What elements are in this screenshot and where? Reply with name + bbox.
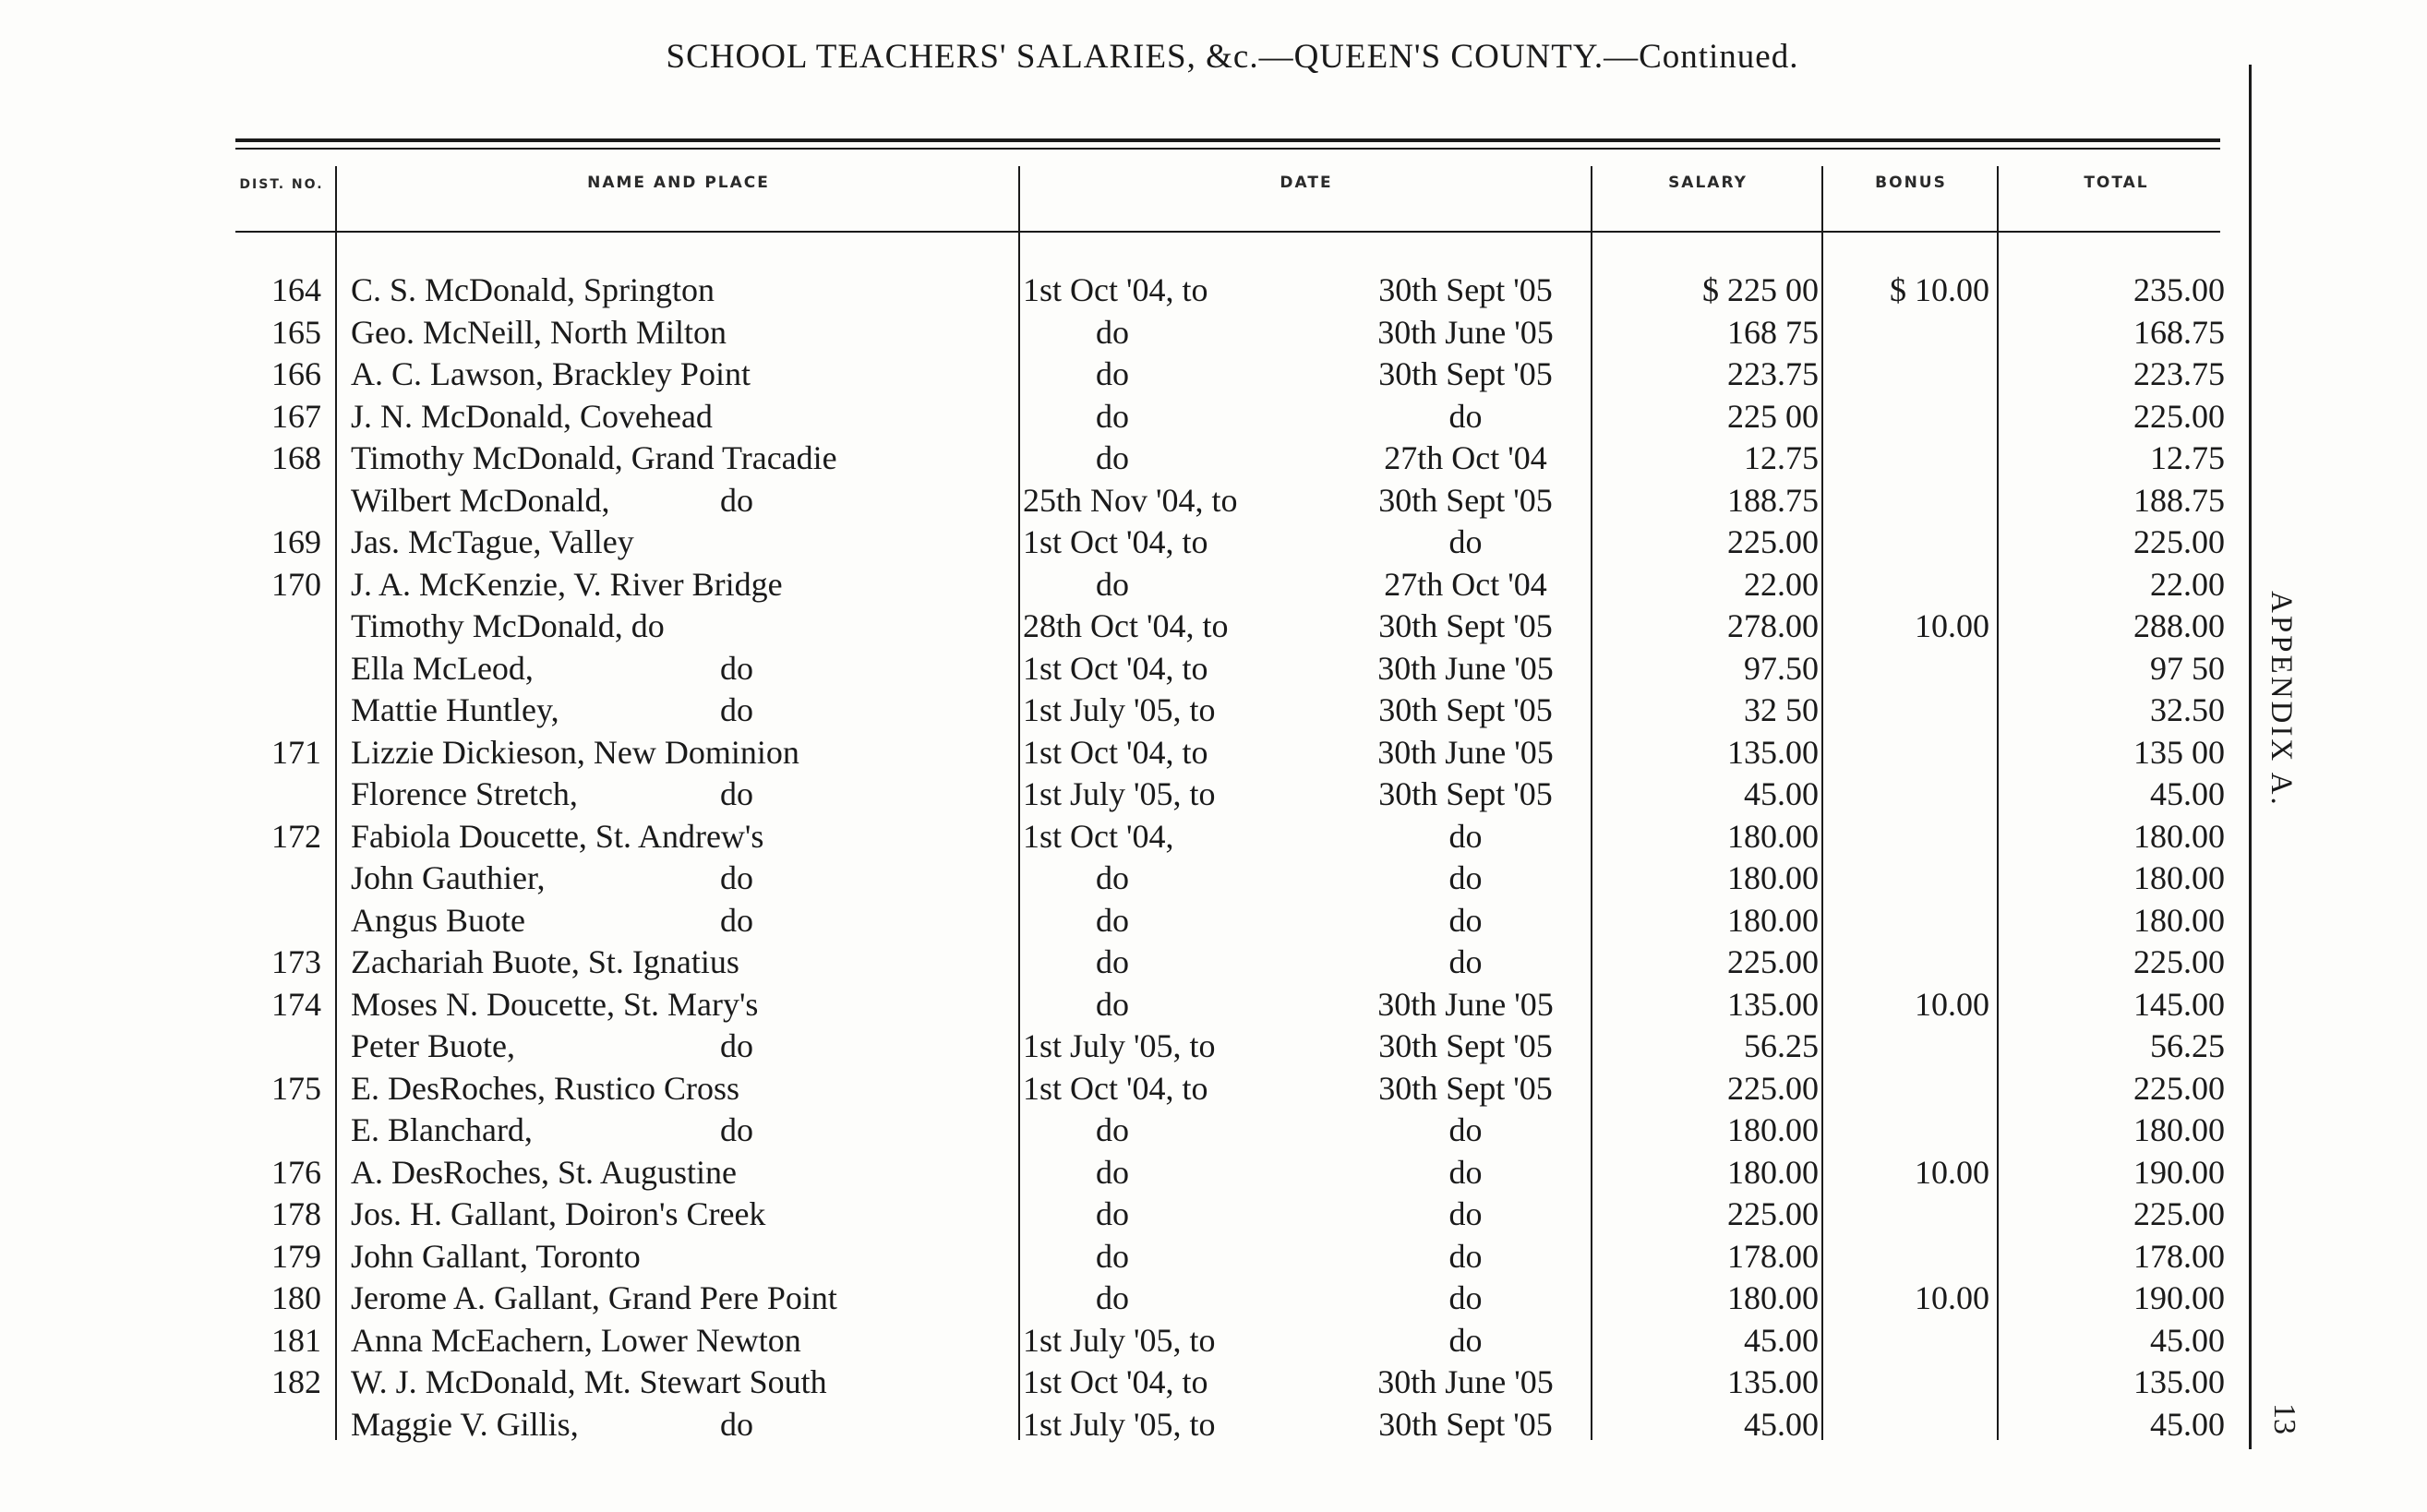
table-row <box>0 1026 2234 1068</box>
cell-total: 288.00 <box>2133 607 2225 644</box>
cell-date-to: 30th June '05 <box>1377 1363 1554 1400</box>
cell-date-from: do <box>1096 1237 1129 1275</box>
table-row <box>0 1110 2234 1152</box>
cell-name-ditto: do <box>720 775 753 812</box>
cell-salary: 223.75 <box>1727 355 1819 392</box>
cell-date-from: 25th Nov '04, to <box>1023 481 1238 519</box>
cell-name-place: J. A. McKenzie, V. River Bridge <box>351 565 783 603</box>
cell-date-from: do <box>1096 565 1129 603</box>
cell-name-ditto: do <box>720 901 753 939</box>
cell-total: 135.00 <box>2133 1363 2225 1400</box>
cell-total: 190.00 <box>2133 1153 2225 1191</box>
cell-total: 223.75 <box>2133 355 2225 392</box>
cell-name-ditto: do <box>720 691 753 728</box>
cell-bonus: 10.00 <box>1915 1279 1989 1316</box>
cell-dist-no: 164 <box>271 271 321 308</box>
cell-date-to: do <box>1448 901 1483 939</box>
table-row <box>0 606 2234 648</box>
cell-bonus: $ 10.00 <box>1890 271 1989 308</box>
cell-name-place: Wilbert McDonald, <box>351 481 610 519</box>
cell-date-to: do <box>1448 1279 1483 1316</box>
cell-name-ditto: do <box>720 1027 753 1064</box>
cell-salary: 180.00 <box>1727 817 1819 855</box>
page-right-rule <box>2249 65 2252 1449</box>
cell-dist-no: 182 <box>271 1363 321 1400</box>
cell-salary: 45.00 <box>1744 1321 1819 1359</box>
cell-name-place: E. DesRoches, Rustico Cross <box>351 1069 739 1107</box>
cell-total: 45.00 <box>2150 1405 2225 1443</box>
cell-date-to: do <box>1448 943 1483 980</box>
cell-name-place: Jas. McTague, Valley <box>351 523 634 560</box>
cell-date-from: 1st July '05, to <box>1023 691 1216 728</box>
cell-salary: 180.00 <box>1727 1153 1819 1191</box>
cell-date-to: 30th June '05 <box>1377 313 1554 351</box>
cell-total: 180.00 <box>2133 817 2225 855</box>
table-row <box>0 984 2234 1026</box>
cell-date-to: 30th June '05 <box>1377 985 1554 1023</box>
cell-name-place: Florence Stretch, <box>351 775 578 812</box>
cell-salary: 22.00 <box>1744 565 1819 603</box>
cell-salary: 32 50 <box>1744 691 1819 728</box>
cell-total: 22.00 <box>2150 565 2225 603</box>
table-row <box>0 648 2234 690</box>
cell-date-from: do <box>1096 313 1129 351</box>
cell-date-to: 27th Oct '04 <box>1384 439 1547 476</box>
table-row <box>0 564 2234 606</box>
cell-date-to: do <box>1448 397 1483 435</box>
table-row <box>0 1194 2234 1236</box>
cell-date-from: do <box>1096 943 1129 980</box>
header-total: TOTAL <box>2084 174 2149 192</box>
cell-total: 12.75 <box>2150 439 2225 476</box>
cell-date-from: do <box>1096 1195 1129 1232</box>
table-row <box>0 858 2234 900</box>
cell-total: 178.00 <box>2133 1237 2225 1275</box>
cell-name-ditto: do <box>720 1405 753 1443</box>
table-row <box>0 690 2234 732</box>
cell-salary: 180.00 <box>1727 859 1819 896</box>
cell-name-place: A. C. Lawson, Brackley Point <box>351 355 751 392</box>
cell-date-to: 30th June '05 <box>1377 733 1554 771</box>
cell-name-place: Jerome A. Gallant, Grand Pere Point <box>351 1279 837 1316</box>
cell-dist-no: 167 <box>271 397 321 435</box>
cell-dist-no: 178 <box>271 1195 321 1232</box>
cell-name-place: A. DesRoches, St. Augustine <box>351 1153 737 1191</box>
cell-total: 180.00 <box>2133 901 2225 939</box>
cell-name-place: Timothy McDonald, do <box>351 607 665 644</box>
cell-dist-no: 180 <box>271 1279 321 1316</box>
table-row <box>0 900 2234 942</box>
top-double-rule <box>235 138 2220 142</box>
page-title: SCHOOL TEACHERS' SALARIES, &c.—QUEEN'S COUNTY.—Continued. <box>666 38 1799 76</box>
cell-name-place: Peter Buote, <box>351 1027 515 1064</box>
table-row <box>0 1068 2234 1110</box>
cell-dist-no: 168 <box>271 439 321 476</box>
cell-date-from: do <box>1096 355 1129 392</box>
table-row <box>0 1320 2234 1362</box>
cell-total: 225.00 <box>2133 523 2225 560</box>
cell-total: 32.50 <box>2150 691 2225 728</box>
cell-date-from: 28th Oct '04, to <box>1023 607 1229 644</box>
cell-date-from: do <box>1096 397 1129 435</box>
cell-total: 45.00 <box>2150 1321 2225 1359</box>
header-name-and-place: NAME AND PLACE <box>587 174 770 192</box>
top-double-rule-thin <box>235 148 2220 150</box>
cell-dist-no: 175 <box>271 1069 321 1107</box>
appendix-label: APPENDIX A. <box>2265 591 2298 808</box>
cell-name-place: Fabiola Doucette, St. Andrew's <box>351 817 764 855</box>
cell-date-to: 30th Sept '05 <box>1378 1027 1553 1064</box>
table-row <box>0 816 2234 858</box>
cell-salary: 225.00 <box>1727 943 1819 980</box>
cell-dist-no: 172 <box>271 817 321 855</box>
cell-dist-no: 176 <box>271 1153 321 1191</box>
cell-name-place: Anna McEachern, Lower Newton <box>351 1321 801 1359</box>
table-row <box>0 312 2234 354</box>
cell-date-from: do <box>1096 859 1129 896</box>
cell-date-to: 30th Sept '05 <box>1378 271 1553 308</box>
cell-date-from: 1st July '05, to <box>1023 1027 1216 1064</box>
cell-salary: 180.00 <box>1727 1279 1819 1316</box>
cell-salary: 97.50 <box>1744 649 1819 687</box>
cell-name-place: Angus Buote <box>351 901 525 939</box>
cell-date-to: do <box>1448 817 1483 855</box>
cell-total: 225.00 <box>2133 943 2225 980</box>
cell-name-place: Mattie Huntley, <box>351 691 559 728</box>
cell-dist-no: 169 <box>271 523 321 560</box>
cell-date-from: do <box>1096 1153 1129 1191</box>
cell-salary: $ 225 00 <box>1702 271 1819 308</box>
header-date: DATE <box>1280 174 1333 192</box>
cell-name-place: C. S. McDonald, Springton <box>351 271 715 308</box>
cell-dist-no: 165 <box>271 313 321 351</box>
cell-salary: 135.00 <box>1727 733 1819 771</box>
table-row <box>0 942 2234 984</box>
cell-date-to: 30th Sept '05 <box>1378 775 1553 812</box>
page-number: 13 <box>2267 1403 2301 1434</box>
cell-salary: 178.00 <box>1727 1237 1819 1275</box>
cell-date-from: 1st Oct '04, <box>1023 817 1174 855</box>
cell-name-ditto: do <box>720 649 753 687</box>
cell-date-to: 30th Sept '05 <box>1378 1405 1553 1443</box>
cell-date-from: do <box>1096 985 1129 1023</box>
cell-dist-no: 170 <box>271 565 321 603</box>
cell-name-place: Timothy McDonald, Grand Tracadie <box>351 439 837 476</box>
cell-date-from: 1st Oct '04, to <box>1023 649 1208 687</box>
table-row <box>0 354 2234 396</box>
cell-salary: 45.00 <box>1744 775 1819 812</box>
cell-date-from: 1st July '05, to <box>1023 1321 1216 1359</box>
cell-salary: 45.00 <box>1744 1405 1819 1443</box>
cell-date-from: 1st July '05, to <box>1023 1405 1216 1443</box>
cell-name-place: Maggie V. Gillis, <box>351 1405 579 1443</box>
cell-name-place: E. Blanchard, <box>351 1111 533 1148</box>
cell-date-from: 1st Oct '04, to <box>1023 271 1208 308</box>
cell-total: 168.75 <box>2133 313 2225 351</box>
cell-date-to: 30th Sept '05 <box>1378 691 1553 728</box>
cell-date-from: 1st Oct '04, to <box>1023 523 1208 560</box>
cell-date-from: do <box>1096 1279 1129 1316</box>
cell-date-to: do <box>1448 1321 1483 1359</box>
cell-bonus: 10.00 <box>1915 985 1989 1023</box>
cell-date-to: 30th June '05 <box>1377 649 1554 687</box>
cell-dist-no: 174 <box>271 985 321 1023</box>
table-row <box>0 1152 2234 1194</box>
cell-date-to: do <box>1448 1195 1483 1232</box>
cell-date-from: 1st July '05, to <box>1023 775 1216 812</box>
cell-total: 45.00 <box>2150 775 2225 812</box>
cell-salary: 180.00 <box>1727 901 1819 939</box>
cell-total: 145.00 <box>2133 985 2225 1023</box>
table-row <box>0 480 2234 522</box>
cell-date-from: do <box>1096 1111 1129 1148</box>
cell-salary: 225.00 <box>1727 1069 1819 1107</box>
cell-dist-no: 173 <box>271 943 321 980</box>
table-row <box>0 774 2234 816</box>
header-bonus: BONUS <box>1875 174 1947 192</box>
table-row <box>0 1236 2234 1278</box>
cell-date-to: do <box>1448 859 1483 896</box>
cell-total: 235.00 <box>2133 271 2225 308</box>
cell-salary: 180.00 <box>1727 1111 1819 1148</box>
cell-total: 97 50 <box>2150 649 2225 687</box>
cell-name-place: Ella McLeod, <box>351 649 534 687</box>
cell-name-place: Moses N. Doucette, St. Mary's <box>351 985 759 1023</box>
cell-date-from: do <box>1096 901 1129 939</box>
cell-date-to: 30th Sept '05 <box>1378 1069 1553 1107</box>
table-row <box>0 270 2234 312</box>
cell-name-place: Geo. McNeill, North Milton <box>351 313 727 351</box>
cell-name-place: John Gauthier, <box>351 859 546 896</box>
header-dist-no: DIST. NO. <box>239 177 324 192</box>
cell-salary: 135.00 <box>1727 985 1819 1023</box>
cell-total: 190.00 <box>2133 1279 2225 1316</box>
cell-salary: 225.00 <box>1727 1195 1819 1232</box>
cell-salary: 225.00 <box>1727 523 1819 560</box>
cell-date-from: 1st Oct '04, to <box>1023 1069 1208 1107</box>
table-row <box>0 396 2234 438</box>
cell-date-to: do <box>1448 1111 1483 1148</box>
cell-total: 225.00 <box>2133 1069 2225 1107</box>
table-row <box>0 1278 2234 1320</box>
cell-date-to: do <box>1448 1237 1483 1275</box>
cell-salary: 278.00 <box>1727 607 1819 644</box>
table-row <box>0 438 2234 480</box>
cell-salary: 56.25 <box>1744 1027 1819 1064</box>
table-row <box>0 1404 2234 1446</box>
table-row <box>0 732 2234 774</box>
cell-date-from: do <box>1096 439 1129 476</box>
cell-date-to: do <box>1448 1153 1483 1191</box>
cell-date-from: 1st Oct '04, to <box>1023 733 1208 771</box>
cell-name-place: John Gallant, Toronto <box>351 1237 641 1275</box>
cell-total: 180.00 <box>2133 859 2225 896</box>
cell-name-ditto: do <box>720 481 753 519</box>
table-row <box>0 1362 2234 1404</box>
cell-total: 225.00 <box>2133 1195 2225 1232</box>
cell-salary: 225 00 <box>1727 397 1819 435</box>
cell-dist-no: 179 <box>271 1237 321 1275</box>
cell-total: 180.00 <box>2133 1111 2225 1148</box>
cell-date-to: 30th Sept '05 <box>1378 607 1553 644</box>
cell-name-ditto: do <box>720 1111 753 1148</box>
cell-date-from: 1st Oct '04, to <box>1023 1363 1208 1400</box>
cell-bonus: 10.00 <box>1915 607 1989 644</box>
cell-name-place: W. J. McDonald, Mt. Stewart South <box>351 1363 827 1400</box>
cell-name-place: Lizzie Dickieson, New Dominion <box>351 733 799 771</box>
cell-total: 135 00 <box>2133 733 2225 771</box>
cell-salary: 188.75 <box>1727 481 1819 519</box>
table-row <box>0 522 2234 564</box>
cell-date-to: 27th Oct '04 <box>1384 565 1547 603</box>
cell-dist-no: 171 <box>271 733 321 771</box>
cell-salary: 135.00 <box>1727 1363 1819 1400</box>
cell-name-place: Jos. H. Gallant, Doiron's Creek <box>351 1195 766 1232</box>
cell-salary: 12.75 <box>1744 439 1819 476</box>
header-bottom-rule <box>235 231 2220 233</box>
cell-date-to: 30th Sept '05 <box>1378 481 1553 519</box>
header-salary: SALARY <box>1668 174 1748 192</box>
cell-salary: 168 75 <box>1727 313 1819 351</box>
cell-name-place: J. N. McDonald, Covehead <box>351 397 713 435</box>
cell-dist-no: 166 <box>271 355 321 392</box>
cell-bonus: 10.00 <box>1915 1153 1989 1191</box>
cell-total: 225.00 <box>2133 397 2225 435</box>
cell-name-ditto: do <box>720 859 753 896</box>
cell-dist-no: 181 <box>271 1321 321 1359</box>
cell-total: 188.75 <box>2133 481 2225 519</box>
cell-date-to: 30th Sept '05 <box>1378 355 1553 392</box>
cell-name-place: Zachariah Buote, St. Ignatius <box>351 943 739 980</box>
cell-total: 56.25 <box>2150 1027 2225 1064</box>
cell-date-to: do <box>1448 523 1483 560</box>
